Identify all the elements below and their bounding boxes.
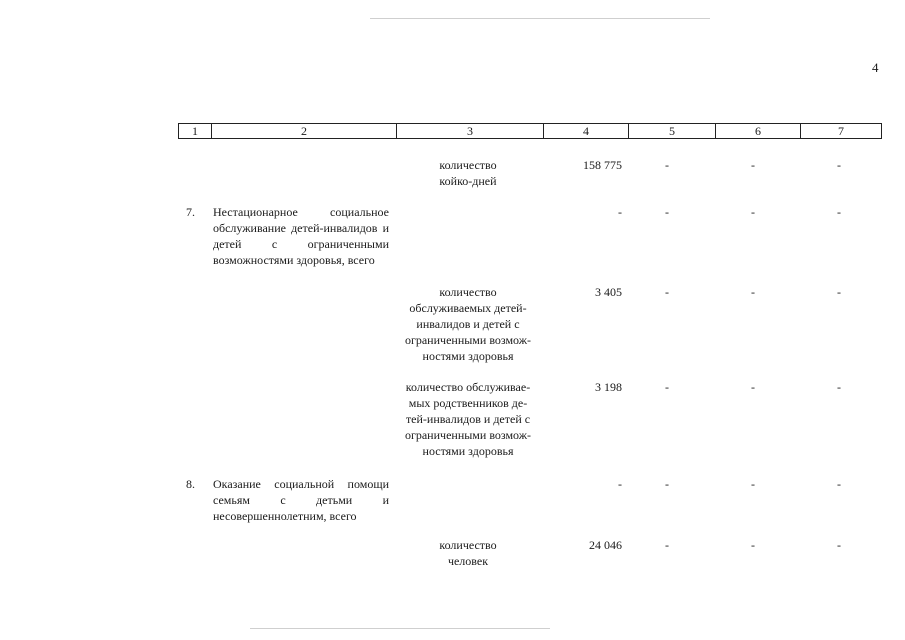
- row-value-col5: -: [665, 205, 669, 219]
- row-unit-line: тей-инвалидов и детей с: [405, 412, 531, 426]
- row-number: 8.: [186, 477, 195, 491]
- scan-artifact-bottom: [250, 628, 550, 629]
- row-unit: [395, 379, 541, 459]
- row-unit-line: ограниченными возмож-: [404, 333, 532, 347]
- header-col-7: 7: [838, 124, 844, 138]
- row-value-col6: -: [751, 158, 755, 172]
- row-value-col4: 3 405: [595, 285, 622, 299]
- row-value-col4: -: [618, 477, 622, 491]
- row-unit-line: инвалидов и детей с: [416, 317, 520, 331]
- header-col-5: 5: [629, 124, 716, 138]
- row-value-col6: -: [751, 285, 755, 299]
- row-unit-line: ностями здоровья: [422, 349, 514, 363]
- row-unit-line: количество обслуживае-: [405, 380, 531, 394]
- row-unit-line: обслуживаемых детей-: [409, 301, 527, 315]
- row-value-col4: 158 775: [583, 158, 622, 172]
- scan-artifact-top: [370, 18, 710, 19]
- row-unit-line: количество: [439, 285, 497, 299]
- row-description: Оказание социальной помощи семьям с детьми и несовершеннолетним, всего: [213, 477, 389, 523]
- row-description: Нестационарное социальное обслуживание детей-инвалидов и детей с ограниченными возможностями здоровья, всего: [213, 205, 389, 267]
- row-unit-line: ограниченными возмож-: [404, 428, 532, 442]
- row-value-col5: -: [665, 380, 669, 394]
- row-value-col5: -: [665, 158, 669, 172]
- row-value-col7: -: [837, 205, 841, 219]
- row-value-col7: -: [837, 285, 841, 299]
- row-value-col4: 3 198: [595, 380, 622, 394]
- row-value-col6: -: [751, 538, 755, 552]
- page-number: 4: [872, 60, 879, 75]
- row-unit-line: мых родственников де-: [408, 396, 528, 410]
- row-value-col7: -: [837, 538, 841, 552]
- row-value-col6: -: [751, 380, 755, 394]
- row-unit-line: ностями здоровья: [422, 444, 514, 458]
- row-value-col6: -: [751, 477, 755, 491]
- row-number: 7.: [186, 205, 195, 219]
- row-value-col5: -: [665, 477, 669, 491]
- row-unit: [395, 157, 541, 189]
- row-unit-line: человек: [447, 554, 489, 568]
- row-unit-line: количество: [439, 158, 497, 172]
- row-unit-line: количество: [439, 538, 497, 552]
- row-value-col4: 24 046: [589, 538, 622, 552]
- table-header: [178, 123, 882, 139]
- row-value-col6: -: [751, 205, 755, 219]
- header-col-3: 3: [397, 124, 544, 138]
- row-unit: [395, 537, 541, 569]
- row-unit-line: койко-дней: [439, 174, 497, 188]
- row-value-col4: -: [618, 205, 622, 219]
- row-value-col7: -: [837, 380, 841, 394]
- row-value-col5: -: [665, 538, 669, 552]
- header-col-6: 6: [716, 124, 801, 138]
- row-value-col5: -: [665, 285, 669, 299]
- row-value-col7: -: [837, 158, 841, 172]
- header-col-4: 4: [544, 124, 629, 138]
- row-unit: [395, 284, 541, 364]
- header-col-2: 2: [212, 124, 397, 138]
- row-value-col7: -: [837, 477, 841, 491]
- header-col-1: 1: [179, 124, 212, 138]
